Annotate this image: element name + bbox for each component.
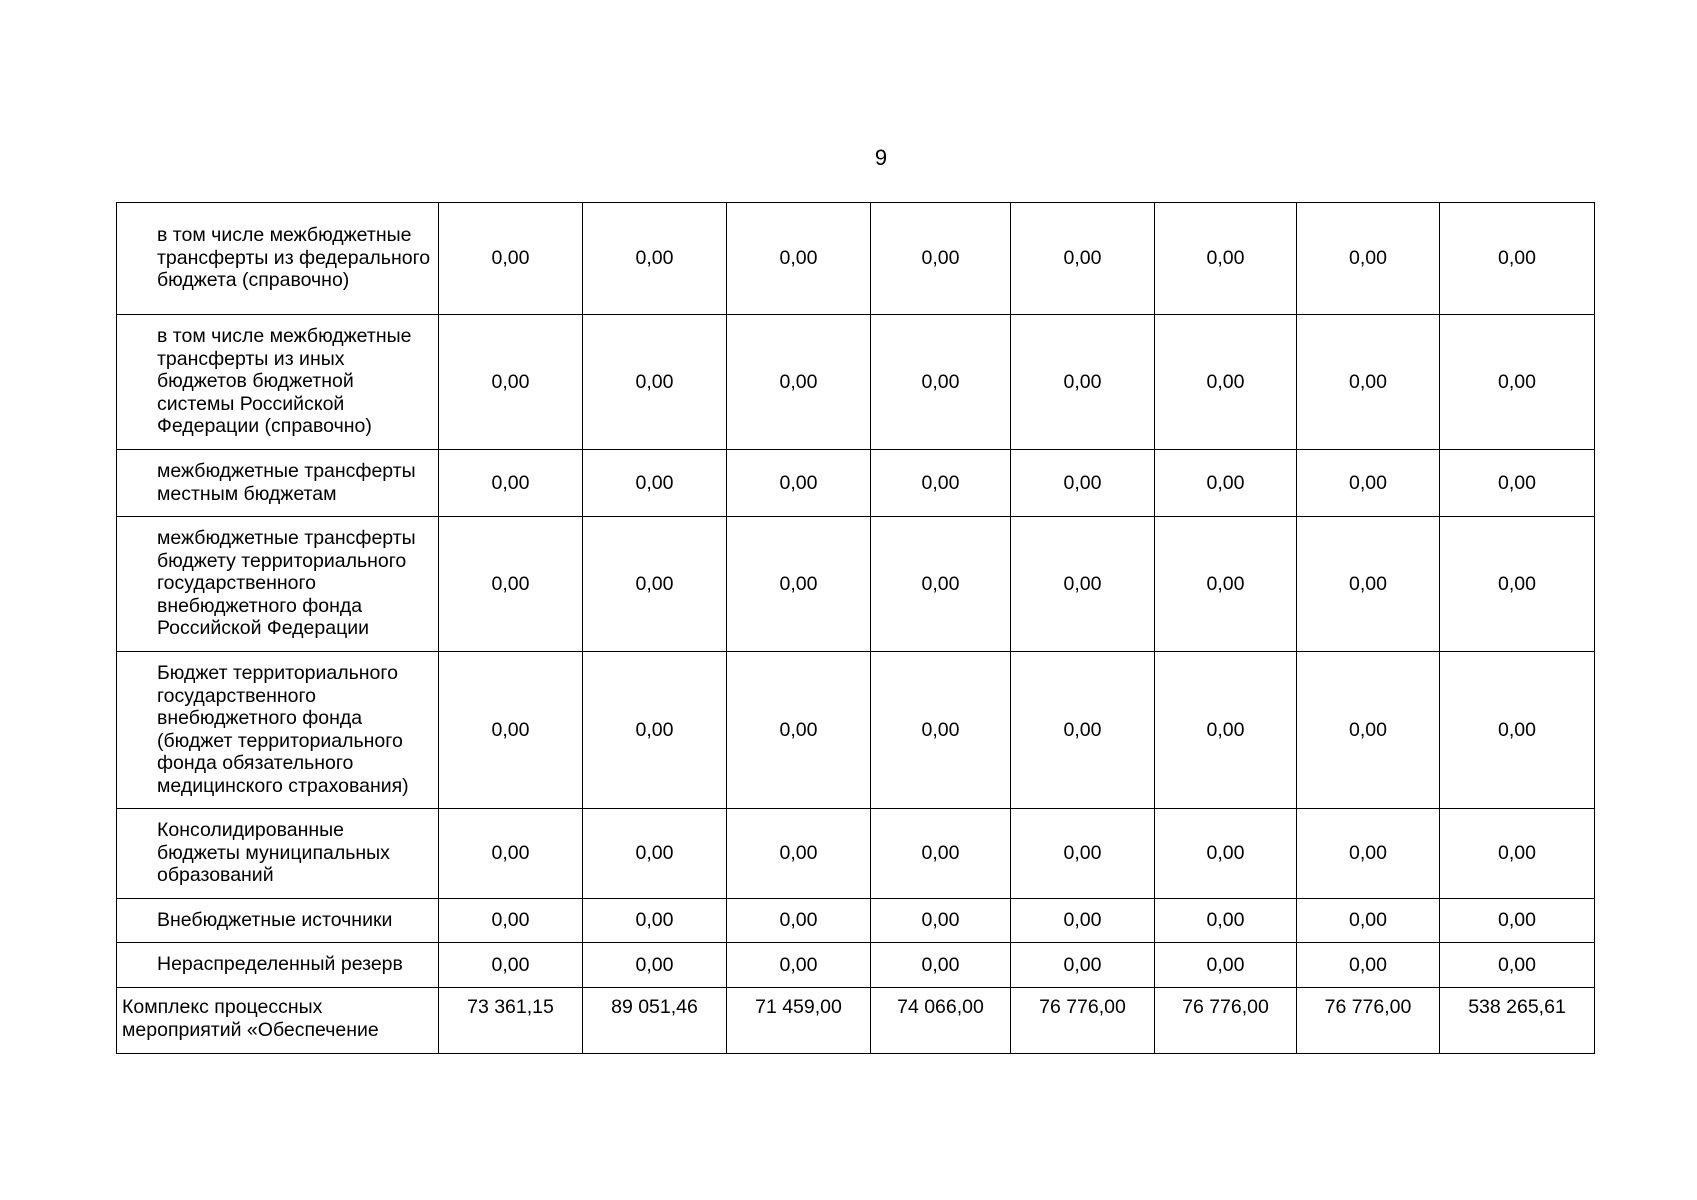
table-cell: 0,00 (1297, 943, 1440, 988)
table-cell: 0,00 (1155, 943, 1297, 988)
table-cell: 0,00 (871, 652, 1011, 809)
table-cell: 0,00 (583, 203, 727, 315)
table-cell: 0,00 (1011, 315, 1155, 450)
row-label: в том числе межбюджетные трансферты из иных бюджетов бюджетной системы Российской Федерации (справочно) (117, 315, 439, 450)
table-cell: 0,00 (871, 203, 1011, 315)
table-cell: 538 265,61 (1440, 988, 1595, 1054)
table-cell: 0,00 (1440, 652, 1595, 809)
table-cell: 0,00 (439, 450, 583, 517)
table-cell: 0,00 (1297, 203, 1440, 315)
table-cell: 0,00 (871, 315, 1011, 450)
row-label: межбюджетные трансферты бюджету территориального государственного внебюджетного фонда Российской Федерации (117, 517, 439, 652)
table-cell: 0,00 (1155, 203, 1297, 315)
table-row (117, 943, 1595, 988)
table-cell: 0,00 (439, 809, 583, 899)
table-cell: 0,00 (583, 315, 727, 450)
table-cell: 0,00 (727, 652, 871, 809)
table-row (117, 652, 1595, 809)
table-cell: 0,00 (871, 899, 1011, 943)
table-row (117, 315, 1595, 450)
table-cell: 0,00 (583, 450, 727, 517)
budget-table (116, 202, 1595, 1054)
table-cell: 0,00 (1155, 517, 1297, 652)
row-label: Консолидированные бюджеты муниципальных образований (117, 809, 439, 899)
table-cell: 0,00 (439, 517, 583, 652)
table-cell: 0,00 (727, 943, 871, 988)
table-cell: 0,00 (439, 203, 583, 315)
table-cell: 0,00 (583, 809, 727, 899)
table-cell: 74 066,00 (871, 988, 1011, 1054)
table-cell: 0,00 (1011, 899, 1155, 943)
row-label: в том числе межбюджетные трансферты из федерального бюджета (справочно) (117, 203, 439, 315)
table-cell: 0,00 (1011, 943, 1155, 988)
table-cell: 0,00 (1297, 652, 1440, 809)
table-cell: 76 776,00 (1155, 988, 1297, 1054)
table-cell: 0,00 (1440, 517, 1595, 652)
table-cell: 0,00 (1440, 943, 1595, 988)
table-cell: 76 776,00 (1297, 988, 1440, 1054)
table-cell: 0,00 (727, 517, 871, 652)
table-cell: 0,00 (1011, 450, 1155, 517)
table-cell: 0,00 (439, 943, 583, 988)
table-cell: 0,00 (1155, 809, 1297, 899)
table-cell: 0,00 (1297, 517, 1440, 652)
table-cell: 0,00 (1297, 899, 1440, 943)
row-label: Нераспределенный резерв (117, 943, 439, 988)
table-cell: 0,00 (1440, 899, 1595, 943)
row-label: Внебюджетные источники (117, 899, 439, 943)
table-cell: 0,00 (871, 943, 1011, 988)
table-cell: 0,00 (1011, 652, 1155, 809)
table-cell: 0,00 (1440, 203, 1595, 315)
table-cell: 73 361,15 (439, 988, 583, 1054)
table-cell: 0,00 (439, 899, 583, 943)
table-cell: 0,00 (871, 450, 1011, 517)
table-cell: 0,00 (583, 517, 727, 652)
table-cell: 0,00 (1297, 450, 1440, 517)
table-cell: 0,00 (1440, 450, 1595, 517)
table-cell: 0,00 (1011, 809, 1155, 899)
table-row (117, 450, 1595, 517)
table-cell: 0,00 (583, 943, 727, 988)
table-cell: 0,00 (1155, 315, 1297, 450)
row-label: межбюджетные трансферты местным бюджетам (117, 450, 439, 517)
table-row (117, 899, 1595, 943)
table-cell: 71 459,00 (727, 988, 871, 1054)
row-label: Комплекс процессных мероприятий «Обеспечение (117, 988, 439, 1054)
table-cell: 0,00 (1011, 517, 1155, 652)
row-label: Бюджет территориального государственного внебюджетного фонда (бюджет территориального фонда обязательного медицинского страхования) (117, 652, 439, 809)
table-row (117, 809, 1595, 899)
table-cell: 0,00 (1297, 315, 1440, 450)
table-cell: 0,00 (439, 315, 583, 450)
table-cell: 0,00 (1011, 203, 1155, 315)
table-cell: 0,00 (1155, 450, 1297, 517)
table-row (117, 517, 1595, 652)
table-cell: 0,00 (727, 899, 871, 943)
table-cell: 0,00 (583, 652, 727, 809)
table-cell: 0,00 (439, 652, 583, 809)
table-cell: 0,00 (1440, 315, 1595, 450)
table-cell: 0,00 (1297, 809, 1440, 899)
table-row (117, 203, 1595, 315)
table-cell: 76 776,00 (1011, 988, 1155, 1054)
page-number: 9 (874, 145, 888, 170)
table-cell: 0,00 (1155, 652, 1297, 809)
table-cell: 0,00 (1440, 809, 1595, 899)
table-cell: 0,00 (727, 203, 871, 315)
table-cell: 0,00 (727, 315, 871, 450)
table-cell: 0,00 (583, 899, 727, 943)
table-cell: 0,00 (727, 809, 871, 899)
table-cell: 0,00 (871, 809, 1011, 899)
table-cell: 0,00 (1155, 899, 1297, 943)
table-cell: 89 051,46 (583, 988, 727, 1054)
table-cell: 0,00 (871, 517, 1011, 652)
table-row (117, 988, 1595, 1054)
table-cell: 0,00 (727, 450, 871, 517)
